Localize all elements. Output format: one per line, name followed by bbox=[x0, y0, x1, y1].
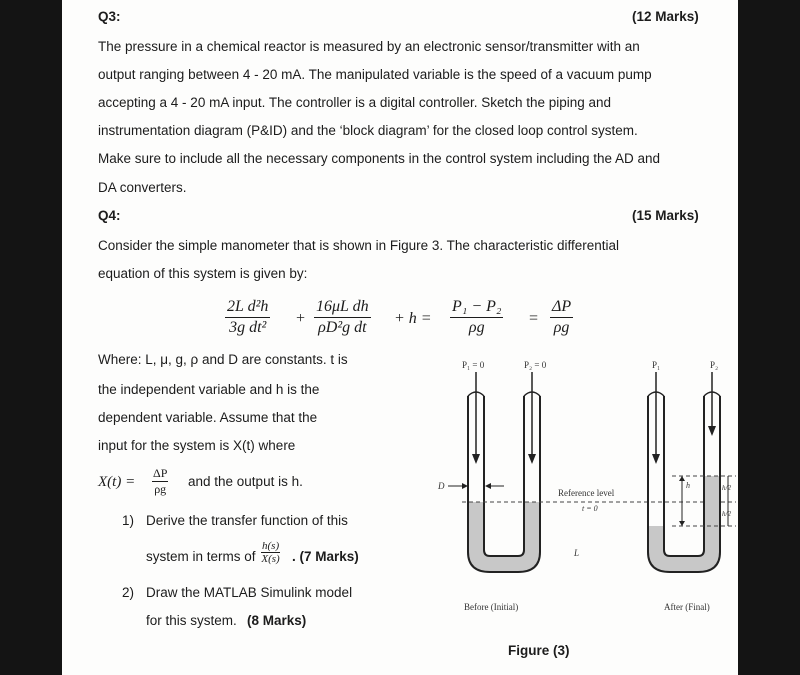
item-2-line-1: Draw the MATLAB Simulink model bbox=[146, 585, 353, 600]
eq-term-1 bbox=[225, 298, 270, 337]
eq-plus-1: + bbox=[295, 310, 306, 327]
eq-term-3 bbox=[450, 298, 503, 337]
xt-fraction bbox=[152, 466, 168, 497]
d-label: D bbox=[438, 481, 445, 491]
where-line-4: input for the system is X(t) where bbox=[98, 438, 296, 453]
item-2-line-2: for this system. bbox=[146, 613, 237, 628]
after-caption: After (Final) bbox=[664, 602, 710, 612]
eq-term-1-den: 3g dt² bbox=[229, 319, 267, 336]
eq-term-3-den: ρg bbox=[468, 319, 485, 336]
eq-plus-h: + h = bbox=[394, 310, 432, 327]
after-tube-inner bbox=[664, 396, 704, 556]
tf-fraction bbox=[261, 540, 280, 565]
eq-term-4-den: ρg bbox=[553, 319, 570, 336]
q3-marks: (12 Marks) bbox=[632, 9, 699, 24]
eq-term-2-den: ρD²g dt bbox=[318, 319, 367, 336]
t-zero-label: t = 0 bbox=[582, 504, 598, 513]
before-tube-inner bbox=[484, 396, 524, 556]
h-label: h bbox=[686, 481, 690, 490]
h-half-label-upper: h/2 bbox=[722, 484, 731, 492]
q3-line-1: The pressure in a chemical reactor is measured by an electronic sensor/transmitter with an bbox=[98, 39, 640, 54]
item-1-line-1: Derive the transfer function of this bbox=[146, 513, 348, 528]
item-1-marks: . (7 Marks) bbox=[292, 549, 359, 564]
q3-line-2: output ranging between 4 - 20 mA. The manipulated variable is the speed of a vacuum pump bbox=[98, 67, 652, 82]
xt-text: and the output is h. bbox=[188, 474, 303, 489]
eq-equals-2: = bbox=[528, 310, 539, 327]
h-arrowhead-top bbox=[679, 476, 685, 481]
tf-num: h(s) bbox=[262, 540, 280, 552]
q3-line-5: Make sure to include all the necessary components in the control system including the AD and bbox=[98, 151, 661, 166]
item-2-number: 2) bbox=[122, 585, 135, 600]
q4-intro-line-2: equation of this system is given by: bbox=[98, 266, 308, 281]
reference-level-label: Reference level bbox=[558, 488, 615, 498]
l-label: L bbox=[574, 548, 580, 558]
q4-label: Q4: bbox=[98, 208, 121, 223]
eq-term-4 bbox=[550, 298, 573, 337]
p1-zero-label: P₁ = 0 bbox=[462, 360, 485, 370]
xt-num: ΔP bbox=[153, 466, 168, 480]
eq-term-4-num: ΔP bbox=[550, 298, 573, 318]
eq-term-3-num: P₁ − P₂ bbox=[450, 298, 503, 318]
p2-label: P₂ bbox=[710, 360, 719, 370]
q3-line-3: accepting a 4 - 20 mA input. The controller is a digital controller. Sketch the piping and bbox=[98, 95, 612, 110]
after-fluid bbox=[648, 476, 720, 572]
q4-intro-line-1: Consider the simple manometer that is shown in Figure 3. The characteristic differential bbox=[98, 238, 619, 253]
document-page bbox=[62, 0, 738, 675]
item-2-marks: (8 Marks) bbox=[247, 613, 307, 628]
q3-line-4: instrumentation diagram (P&ID) and the ‘block diagram’ for the closed loop control system. bbox=[98, 123, 638, 138]
manometer-svg bbox=[432, 350, 738, 620]
d-arrowhead-right bbox=[485, 483, 491, 489]
where-line-3: dependent variable. Assume that the bbox=[98, 410, 318, 425]
tf-den: X(s) bbox=[261, 553, 280, 565]
figure-caption: Figure (3) bbox=[508, 643, 570, 658]
h-half-label-lower: h/2 bbox=[722, 510, 731, 518]
eq-term-2 bbox=[314, 298, 371, 337]
eq-term-1-num: 2L d²h bbox=[225, 298, 270, 318]
p1-label: P₁ bbox=[652, 360, 661, 370]
before-arrowhead-right bbox=[528, 454, 536, 464]
item-1-number: 1) bbox=[122, 513, 135, 528]
xt-lhs: X(t) = bbox=[98, 474, 136, 490]
where-line-2: the independent variable and h is the bbox=[98, 382, 320, 397]
left-dark-border bbox=[0, 0, 62, 675]
after-arrowhead-left bbox=[652, 454, 660, 464]
manometer-figure bbox=[432, 350, 738, 625]
eq-term-2-num: 16μL dh bbox=[314, 298, 371, 318]
xt-den: ρg bbox=[154, 482, 167, 496]
q3-line-6: DA converters. bbox=[98, 180, 187, 195]
before-fluid bbox=[468, 502, 540, 572]
before-caption: Before (Initial) bbox=[464, 602, 519, 612]
item-1-line-2: system in terms of bbox=[146, 549, 256, 564]
h-arrowhead-bottom bbox=[679, 521, 685, 526]
right-dark-border bbox=[738, 0, 800, 675]
p2-zero-label: P₂ = 0 bbox=[524, 360, 547, 370]
q4-marks: (15 Marks) bbox=[632, 208, 699, 223]
before-arrowhead-left bbox=[472, 454, 480, 464]
q3-label: Q3: bbox=[98, 9, 121, 24]
after-arrowhead-right bbox=[708, 426, 716, 436]
where-line-1: Where: L, μ, g, ρ and D are constants. t is bbox=[98, 352, 348, 367]
